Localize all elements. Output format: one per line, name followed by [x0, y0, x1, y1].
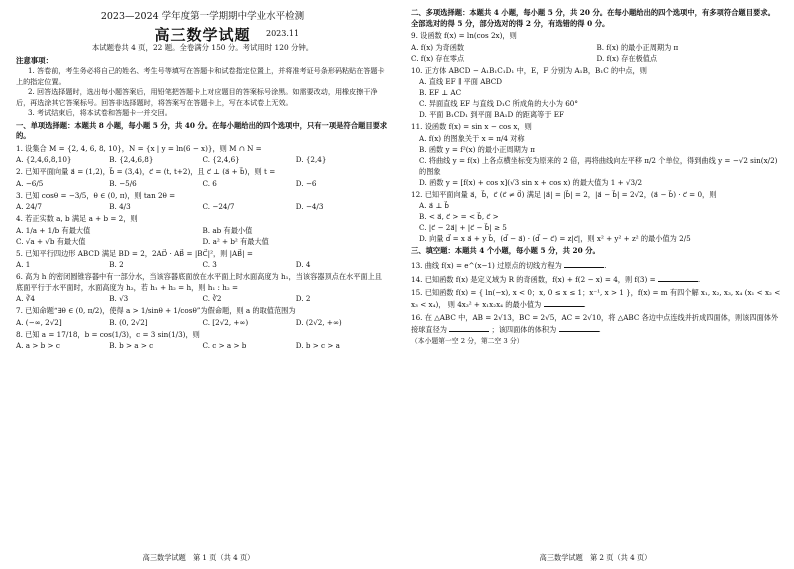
exam-header: 2023—2024 学年度第一学期期中学业水平检测 [100, 11, 305, 22]
exam-date: 2023.11 [266, 29, 300, 38]
option-b: B. f(x) 的最小正周期为 π [596, 42, 679, 52]
option-b: B. √3 [109, 294, 129, 303]
option-d: D. −6 [295, 178, 317, 188]
question-7: 7. 已知命题“∃θ ∈ (0, π/2)，使得 a > 1/sinθ + 1/cosθ”为假命题，则 a 的取值范围为 [16, 306, 296, 315]
option-c: C. f(x) 存在零点 [411, 53, 465, 63]
answer-blank [449, 323, 489, 332]
answer-blank [544, 298, 584, 307]
question-2-options [16, 178, 389, 189]
option-b: B. 2 [109, 260, 124, 269]
section-1-heading: 一、单项选择题：本题共 8 小题，每小题 5 分，共 40 分。在每小题给出的四个选项中，只有一项是符合题目要求的。 [16, 120, 388, 140]
option-c: C. 3 [202, 260, 217, 269]
option-a: A. 1/a + 1/b 有最大值 [16, 225, 91, 235]
option-c: C. c > a > b [202, 341, 247, 350]
option-c: C. 6 [202, 178, 217, 188]
question-4-options [16, 225, 389, 247]
question-5: 5. 已知平行四边形 ABCD 满足 BD = 2，2AD⃗ · AB⃗ = |BC⃗|²，则 |AB⃗| = [16, 248, 253, 258]
option-c: C. 异面直线 EF 与直线 D₁C 所成角的大小为 60° [419, 99, 578, 108]
option-b: B. (0, 2√2] [109, 317, 148, 327]
option-b: B. −5/6 [109, 178, 137, 188]
option-b: B. EF ⊥ AC [419, 88, 462, 97]
question-16-text: 16. 在 △ABC 中，AB = 2√13，BC = 2√5，AC = 2√10，将 △ABC 各边中点连线并折成四面体，则该四面体外接球直径为 [411, 312, 779, 334]
option-b: B. 4/3 [109, 202, 131, 211]
option-d: D. −4/3 [295, 202, 324, 211]
question-8-options [16, 340, 389, 351]
question-1: 1. 设集合 M = {2, 4, 6, 8, 10}，N = {x | y = ln(6 − x)}，则 M ∩ N = [16, 143, 262, 153]
option-b: B. b > a > c [109, 341, 154, 350]
note-3: 3. 考试结束后，将本试卷和答题卡一并交回。 [28, 108, 172, 117]
note-2: 2. 回答选择题时，选出每小题答案后，用铅笔把答题卡上对应题目的答案标号涂黑。如需要改动，用橡皮擦干净后，再选涂其它答案标号。回答非选择题时，将答案写在答题卡上，写在本试卷上无效。 [16, 87, 378, 107]
question-6: 6. 高为 h 的密闭圆锥容器中有一部分水，当该容器底面放在水平面上时水面高度为 h₁，当该容器顶点在水平面上且底面平行于水平面时，水面高度为 h₂，若 h₁ + h₂ = h，则 h₁ : h₂ = [16, 272, 382, 292]
option-a: A. 直线 EF ∥ 平面 ABCD [419, 77, 503, 86]
question-14-text: 14. 已知函数 f(x) 是定义域为 R 的奇函数，f(x) + f(2 − x) = 4，则 f(3) = [411, 275, 656, 284]
note-1: 1. 答卷前，考生务必将自己的姓名、考生号等填写在答题卡和试卷指定位置上，并将准考证号条形码粘贴在答题卡上的指定位置。 [16, 66, 385, 86]
question-9: 9. 设函数 f(x) = ln(cos 2x)，则 [411, 31, 517, 40]
option-c: C. √a + √b 有最大值 [16, 236, 86, 246]
notes-heading: 注意事项： [16, 56, 53, 65]
question-5-options [16, 259, 389, 270]
question-7-options [16, 317, 389, 328]
answer-blank [559, 323, 599, 332]
option-d: D. a² + b² 有最大值 [202, 236, 269, 246]
question-10: 10. 正方体 ABCD − A₁B₁C₁D₁ 中，E，F 分别为 A₁B，B₁C 的中点，则 [411, 65, 647, 75]
question-15-ask: 则 4x₃² + x₁x₂x₄ 的最小值为 [447, 300, 542, 309]
option-d: D. {2,4} [295, 155, 327, 164]
option-d: D. f(x) 存在极值点 [596, 53, 658, 63]
notes [16, 66, 389, 119]
question-16-note: （本小题第一空 2 分，第二空 3 分） [411, 336, 524, 345]
option-c: C. [2√2, +∞) [202, 317, 249, 327]
page-footer: 高三数学试题 第 1 页（共 4 页） [142, 553, 255, 562]
option-b: B. ab 有最小值 [202, 225, 253, 235]
question-9-options [411, 42, 782, 64]
option-d: D. 向量 d⃗ = x a⃗ + y b⃗，(d⃗ − a⃗) · (d⃗ − c⃗) = z|c⃗|，则 x² + y² + z² 的最小值为 2/5 [419, 234, 691, 243]
option-a: A. (−∞, 2√2] [16, 317, 62, 327]
option-a: A. a⃗ ⊥ b⃗ [419, 201, 450, 210]
answer-blank [658, 273, 698, 282]
question-1-options [16, 154, 389, 165]
option-c: C. 将曲线 y = f(x) 上各点横坐标变为原来的 2 倍，再将曲线向左平移 π/2 个单位，得到曲线 y = −√2 sin(x/2) 的图象 [419, 155, 778, 176]
exam-title: 高三数学试题 [154, 26, 251, 44]
question-8: 8. 已知 a = 17/18，b = cos(1/3)，c = 3 sin(1/3)，则 [16, 329, 200, 339]
option-a: A. {2,4,6,8,10} [16, 155, 72, 164]
page-footer: 高三数学试题 第 2 页（共 4 页） [539, 553, 652, 562]
option-a: A. f(x) 的图象关于 x = π/4 对称 [419, 133, 525, 143]
question-13-text: 13. 曲线 f(x) = e^(x−1) 过原点的切线方程为 [411, 260, 562, 270]
option-d: D. b > c > a [295, 341, 340, 350]
option-b: B. < a⃗, c⃗ > = < b⃗, c⃗ > [419, 212, 499, 221]
option-d: D. 函数 y = [f(x) + cos x](√3 sin x + cos x) 的最大值为 1 + √3/2 [419, 177, 643, 187]
section-2-heading: 二、多项选择题：本题共 4 小题，每小题 5 分，共 20 分。在每小题给出的四个选项中，有多项符合题目要求。全部选对的得 5 分，部分选对的得 2 分，有选错的得 0 分。 [411, 8, 775, 28]
question-3: 3. 已知 cosθ = −3/5，θ ∈ (0, π)，则 tan 2θ = [16, 190, 176, 200]
option-a: A. a > b > c [16, 341, 60, 350]
option-a: A. f(x) 为奇函数 [411, 42, 465, 52]
option-d: D. 4 [295, 260, 311, 269]
option-b: B. 函数 y = f²(x) 的最小正周期为 π [419, 144, 535, 154]
question-12: 12. 已知平面向量 a⃗，b⃗，c⃗ (c⃗ ≠ 0⃗) 满足 |a⃗| = |b⃗| = 2，|a⃗ − b⃗| = 2√2，(a⃗ − b⃗) · c⃗ = 0，则 [411, 189, 717, 199]
question-3-options [16, 201, 389, 212]
question-16: 16. 在 △ABC 中，AB = 2√13，BC = 2√5，AC = 2√10，将 △ABC 各边中点连线并折成四面体，则该四面体外接球直径为 ；该四面体的体积为 . （本小题第一空 2 分，第二空 3 分） [411, 313, 782, 347]
question-6-options [16, 293, 389, 304]
option-c: C. −24/7 [202, 202, 235, 211]
option-d: D. 2 [295, 294, 311, 303]
question-2: 2. 已知平面向量 a⃗ = (1,2)，b⃗ = (3,4)，c⃗ = (t, t+2)，且 c⃗ ⊥ (a⃗ + b⃗)，则 t = [16, 167, 276, 176]
exam-intro: 本试题卷共 4 页，22 题。全卷满分 150 分。考试用时 120 分钟。 [91, 43, 314, 52]
option-c: C. |c⃗ − 2a⃗| + |c⃗ − b⃗| ≥ 5 [419, 223, 507, 232]
question-4: 4. 若正实数 a, b 满足 a + b = 2，则 [16, 214, 138, 223]
question-15-text: 15. 已知函数 f(x) = { ln(−x), x < 0；x, 0 ≤ x ≤ 1；x⁻¹, x > 1 }，f(x) = m 有四个解 x₁, x₂, x₃, x₄ (x₁ < x₂ < x₃ < x₄)， [411, 287, 781, 309]
option-a: A. ∛4 [16, 294, 35, 303]
question-16-text-2: ；该四面体的体积为 [491, 325, 557, 334]
question-11: 11. 设函数 f(x) = sin x − cos x，则 [411, 122, 532, 131]
option-d: D. 平面 B₁CD₁ 到平面 BA₁D 的距离等于 EF [419, 110, 565, 119]
option-a: A. −6/5 [16, 178, 44, 188]
option-a: A. 24/7 [16, 202, 42, 211]
exam-title-row [16, 24, 389, 42]
option-b: B. {2,4,6,8} [109, 155, 154, 164]
option-c: C. ∛2 [202, 294, 222, 303]
question-13: 13. 曲线 f(x) = e^(x−1) 过原点的切线方程为 . [411, 260, 607, 270]
option-d: D. (2√2, +∞) [295, 317, 342, 327]
answer-blank [564, 259, 604, 268]
option-a: A. 1 [16, 260, 31, 269]
section-3-heading: 三、填空题：本题共 4 个小题，每小题 5 分，共 20 分。 [411, 246, 600, 255]
question-15: 15. 已知函数 f(x) = { ln(−x), x < 0；x, 0 ≤ x ≤ 1；x⁻¹, x > 1 }，f(x) = m 有四个解 x₁, x₂, x₃, x₄ (x₁ < x₂ < x₃ < x₄)， 则 4x₃² + x₁x₂x₄ 的最小值为 . [411, 287, 781, 309]
question-14: 14. 已知函数 f(x) 是定义域为 R 的奇函数，f(x) + f(2 − x) = 4，则 f(3) = . [411, 275, 701, 284]
page-2 [397, 0, 794, 569]
option-c: C. {2,4,6} [202, 155, 240, 164]
